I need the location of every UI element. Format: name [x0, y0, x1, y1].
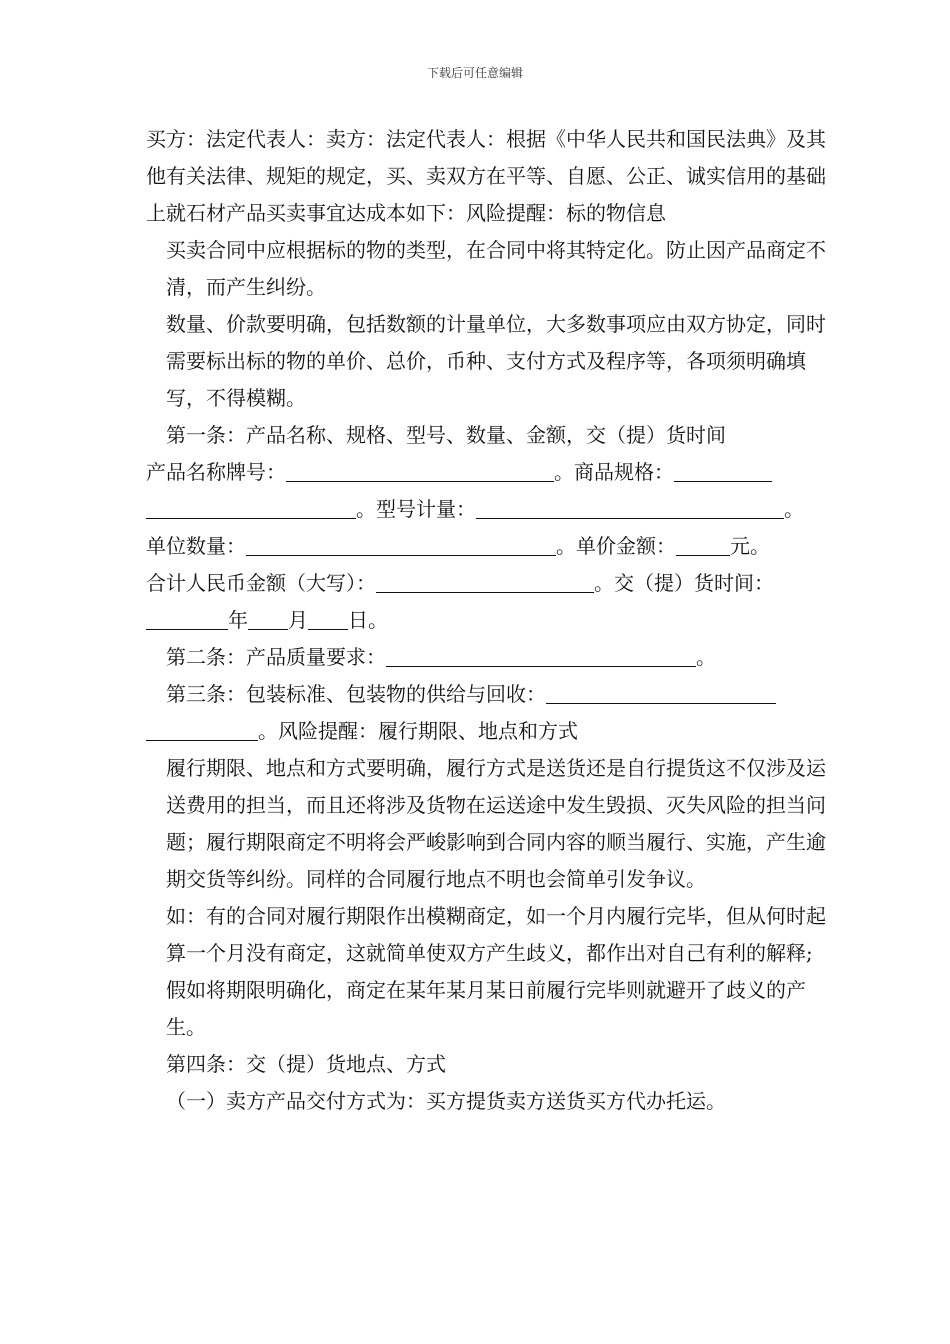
month-label: 月 [288, 608, 308, 632]
intro-paragraph: 买方：法定代表人：卖方：法定代表人：根据《中华人民共和国民法典》及其他有关法律、规矩的规定，买、卖双方在平等、自愿、公正、诚实信用的基础上就石材产品买卖事宜达成本如下：风险提醒：标的物信息 [146, 127, 826, 225]
article-4-heading: 第四条：交（提）货地点、方式 [166, 1052, 446, 1076]
spec-field[interactable] [674, 459, 772, 482]
contract-body [146, 121, 826, 1120]
quantity-price-paragraph: 数量、价款要明确，包括数额的计量单位，大多数事项应由双方协定，同时需要标出标的物的单价、总价，币种、支付方式及程序等，各项须明确填写，不得模糊。 [166, 312, 826, 410]
article-1-heading: 第一条：产品名称、规格、型号、数量、金额，交（提）货时间 [166, 423, 726, 447]
article-3 [146, 676, 826, 750]
qty-label: 单位数量： [146, 534, 246, 558]
qty-field[interactable] [246, 533, 556, 556]
day-field[interactable] [308, 607, 348, 630]
model-field[interactable] [476, 496, 784, 519]
article-2-end: 。 [696, 645, 716, 669]
page-header: 下载后可任意编辑 [426, 66, 523, 80]
year-field[interactable] [146, 607, 228, 630]
day-label: 日。 [348, 608, 388, 632]
model-label: 。型号计量： [356, 497, 476, 521]
delivery-label: 。交（提）货时间： [594, 571, 774, 595]
delivery-method-item: （一）卖方产品交付方式为：买方提货卖方送货买方代办托运。 [166, 1089, 726, 1113]
article-2 [146, 639, 826, 676]
year-label: 年 [228, 608, 248, 632]
total-field[interactable] [376, 570, 594, 593]
packaging-field-cont[interactable] [146, 718, 258, 741]
spec-label: 。商品规格： [554, 460, 674, 484]
brand-label: 产品名称牌号： [146, 460, 286, 484]
brand-field[interactable] [286, 459, 554, 482]
model-end: 。 [784, 497, 804, 521]
article-3-label: 第三条：包装标准、包装物的供给与回收： [166, 682, 546, 706]
month-field[interactable] [248, 607, 288, 630]
quality-field[interactable] [386, 644, 696, 667]
packaging-field[interactable] [546, 681, 776, 704]
article-2-label: 第二条：产品质量要求： [166, 645, 386, 669]
article-1-form [146, 454, 826, 639]
article-3-end: 。风险提醒：履行期限、地点和方式 [258, 719, 578, 743]
price-label: 。单价金额： [556, 534, 676, 558]
performance-paragraph: 履行期限、地点和方式要明确，履行方式是送货还是自行提货这不仅涉及运送费用的担当，而且还将涉及货物在运送途中发生毁损、灭失风险的担当问题；履行期限商定不明将会严峻影响到合同内容的顺当履行、实施，产生逾期交货等纠纷。同样的合同履行地点不明也会简单引发争议。 [166, 756, 826, 891]
yuan-unit: 元。 [730, 534, 770, 558]
price-field[interactable] [676, 533, 730, 556]
subject-matter-paragraph: 买卖合同中应根据标的物的类型，在合同中将其特定化。防止因产品商定不清，而产生纠纷。 [166, 238, 826, 299]
total-label: 合计人民币金额（大写）： [146, 571, 376, 595]
spec-field-cont[interactable] [146, 496, 356, 519]
example-paragraph: 如：有的合同对履行期限作出模糊商定，如一个月内履行完毕，但从何时起算一个月没有商定，这就简单使双方产生歧义，都作出对自己有利的解释;假如将期限明确化，商定在某年某月某日前履行完毕则就避开了歧义的产生。 [166, 904, 826, 1039]
